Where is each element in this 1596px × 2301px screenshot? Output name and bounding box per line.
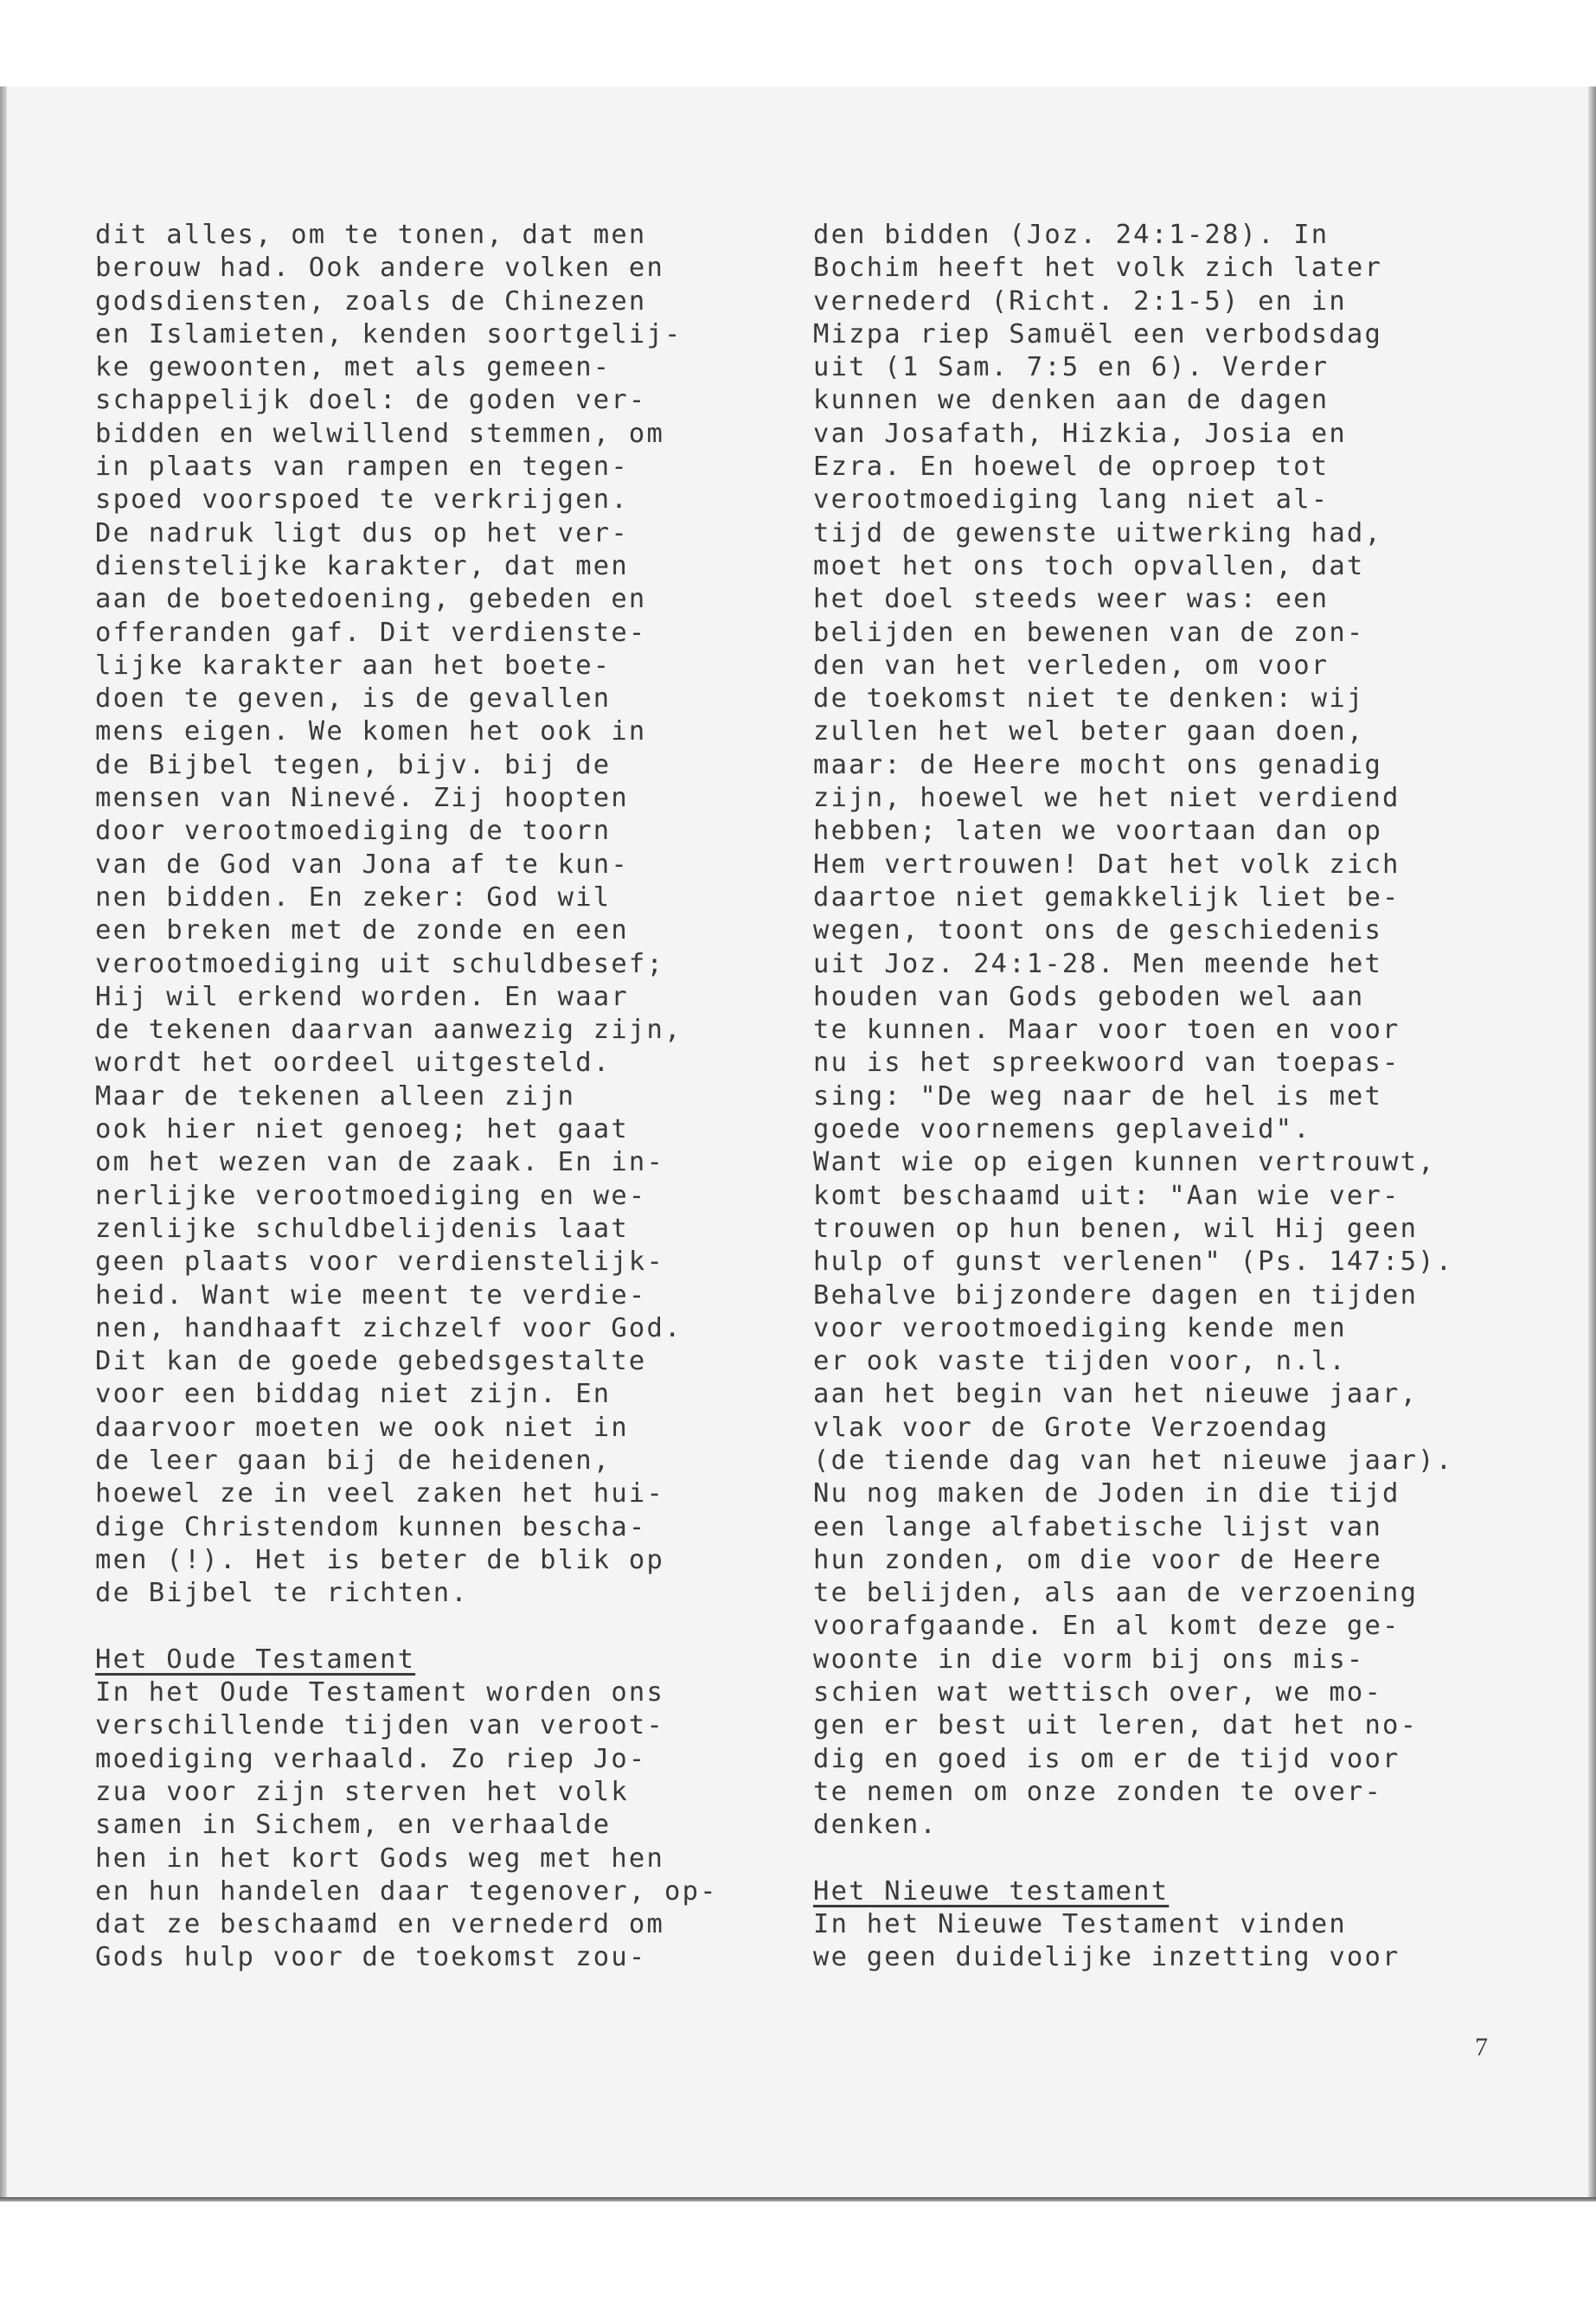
text-line: hulp of gunst verlenen" (Ps. 147:5). xyxy=(813,1247,1454,1278)
text-line: daarvoor moeten we ook niet in xyxy=(95,1412,629,1443)
text-line: te kunnen. Maar voor toen en voor xyxy=(813,1015,1401,1046)
text-line: schien wat wettisch over, we mo- xyxy=(813,1677,1383,1708)
text-line: van de God van Jona af te kun- xyxy=(95,849,629,880)
text-line: uit Joz. 24:1-28. Men meende het xyxy=(813,948,1383,979)
text-line: samen in Sichem, en verhaalde xyxy=(95,1810,612,1841)
scan-edge-right xyxy=(1588,87,1596,2202)
section-heading-nieuwe-testament: Het Nieuwe testament xyxy=(813,1875,1170,1907)
text-line: tijd de gewenste uitwerking had, xyxy=(813,517,1383,548)
text-line: mensen van Ninevé. Zij hoopten xyxy=(95,783,629,814)
left-paragraph-1 xyxy=(95,219,770,1610)
page-number: 7 xyxy=(1475,2033,1488,2061)
text-line: moediging verhaald. Zo riep Jo- xyxy=(95,1743,647,1774)
text-line: aan het begin van het nieuwe jaar, xyxy=(813,1379,1419,1410)
text-line: ook hier niet genoeg; het gaat xyxy=(95,1114,629,1145)
text-line: Hem vertrouwen! Dat het volk zich xyxy=(813,849,1401,880)
text-line: de toekomst niet te denken: wij xyxy=(813,683,1365,715)
text-line: voor een biddag niet zijn. En xyxy=(95,1379,612,1410)
text-line: Dit kan de goede gebedsgestalte xyxy=(95,1346,647,1377)
text-line: (de tiende dag van het nieuwe jaar). xyxy=(813,1445,1454,1476)
text-line: dig en goed is om er de tijd voor xyxy=(813,1743,1401,1774)
text-line: er ook vaste tijden voor, n.l. xyxy=(813,1346,1347,1377)
text-line: om het wezen van de zaak. En in- xyxy=(95,1147,665,1178)
text-line: uit (1 Sam. 7:5 en 6). Verder xyxy=(813,352,1330,383)
text-line: te nemen om onze zonden te over- xyxy=(813,1776,1383,1807)
text-line: hebben; laten we voortaan dan op xyxy=(813,816,1383,847)
scan-margin-bottom xyxy=(0,2202,1596,2301)
section-heading-oude-testament: Het Oude Testament xyxy=(95,1644,416,1675)
text-line: zullen het wel beter gaan doen, xyxy=(813,716,1365,747)
text-line: hoewel ze in veel zaken het hui- xyxy=(95,1478,665,1509)
text-line: wegen, toont ons de geschiedenis xyxy=(813,915,1383,946)
text-line: lijke karakter aan het boete- xyxy=(95,650,612,681)
text-line: kunnen we denken aan de dagen xyxy=(813,385,1330,416)
text-line: hun zonden, om die voor de Heere xyxy=(813,1544,1383,1575)
text-line: ke gewoonten, met als gemeen- xyxy=(95,352,612,383)
text-line: offeranden gaf. Dit verdienste- xyxy=(95,617,647,648)
text-line: vlak voor de Grote Verzoendag xyxy=(813,1412,1330,1443)
text-line: spoed voorspoed te verkrijgen. xyxy=(95,484,629,516)
text-line: aan de boetedoening, gebeden en xyxy=(95,584,647,615)
text-line: Mizpa riep Samuël een verbodsdag xyxy=(813,318,1383,349)
text-line: nu is het spreekwoord van toepas- xyxy=(813,1048,1401,1079)
text-line: belijden en bewenen van de zon- xyxy=(813,617,1365,648)
right-column xyxy=(813,219,1505,1975)
text-line: Maar de tekenen alleen zijn xyxy=(95,1080,576,1112)
text-line: In het Oude Testament worden ons xyxy=(95,1677,665,1708)
scan-margin-top xyxy=(0,0,1596,87)
text-line: heid. Want wie meent te verdie- xyxy=(95,1279,647,1311)
text-line: men (!). Het is beter de blik op xyxy=(95,1544,665,1575)
text-line: gen er best uit leren, dat het no- xyxy=(813,1710,1419,1741)
text-line: voorafgaande. En al komt deze ge- xyxy=(813,1611,1401,1642)
text-line: dat ze beschaamd en vernederd om xyxy=(95,1909,665,1940)
text-line: In het Nieuwe Testament vinden xyxy=(813,1909,1347,1940)
text-line: denken. xyxy=(813,1810,938,1841)
text-line: komt beschaamd uit: "Aan wie ver- xyxy=(813,1180,1401,1211)
scan-edge-left xyxy=(0,87,7,2301)
text-line: en Islamieten, kenden soortgelij- xyxy=(95,318,683,349)
text-line: de leer gaan bij de heidenen, xyxy=(95,1445,612,1476)
text-line: doen te geven, is de gevallen xyxy=(95,683,612,715)
text-line: Want wie op eigen kunnen vertrouwt, xyxy=(813,1147,1436,1178)
text-line: zua voor zijn sterven het volk xyxy=(95,1776,629,1807)
text-line: een lange alfabetische lijst van xyxy=(813,1511,1383,1542)
left-column xyxy=(95,219,770,1975)
text-line: van Josafath, Hizkia, Josia en xyxy=(813,418,1347,449)
text-line: houden van Gods geboden wel aan xyxy=(813,981,1365,1012)
text-line: voor verootmoediging kende men xyxy=(813,1312,1347,1343)
right-paragraph-2 xyxy=(813,1908,1505,1975)
text-line: de Bijbel tegen, bijv. bij de xyxy=(95,749,612,780)
text-line: den van het verleden, om voor xyxy=(813,650,1330,681)
text-line: we geen duidelijke inzetting voor xyxy=(813,1942,1401,1973)
text-line: nen bidden. En zeker: God wil xyxy=(95,881,612,913)
text-line: Gods hulp voor de toekomst zou- xyxy=(95,1942,647,1973)
text-line: daartoe niet gemakkelijk liet be- xyxy=(813,881,1401,913)
text-line: woonte in die vorm bij ons mis- xyxy=(813,1644,1365,1675)
text-line: dienstelijke karakter, dat men xyxy=(95,550,629,581)
text-line: wordt het oordeel uitgesteld. xyxy=(95,1048,612,1079)
text-line: berouw had. Ook andere volken en xyxy=(95,253,665,284)
text-line: hen in het kort Gods weg met hen xyxy=(95,1843,665,1874)
text-line: verootmoediging uit schuldbesef; xyxy=(95,948,665,979)
text-line: de tekenen daarvan aanwezig zijn, xyxy=(95,1015,683,1046)
text-line: en hun handelen daar tegenover, op- xyxy=(95,1875,718,1907)
text-line: Ezra. En hoewel de oproep tot xyxy=(813,452,1330,483)
text-line: Behalve bijzondere dagen en tijden xyxy=(813,1279,1419,1311)
text-line: verootmoediging lang niet al- xyxy=(813,484,1330,516)
text-line: godsdiensten, zoals de Chinezen xyxy=(95,285,647,317)
text-line: mens eigen. We komen het ook in xyxy=(95,716,647,747)
text-line: Nu nog maken de Joden in die tijd xyxy=(813,1478,1401,1509)
text-line: in plaats van rampen en tegen- xyxy=(95,452,629,483)
text-line: het doel steeds weer was: een xyxy=(813,584,1330,615)
text-line: Bochim heeft het volk zich later xyxy=(813,253,1383,284)
text-line: schappelijk doel: de goden ver- xyxy=(95,385,647,416)
text-line: De nadruk ligt dus op het ver- xyxy=(95,517,629,548)
text-line: de Bijbel te richten. xyxy=(95,1578,469,1609)
text-line: den bidden (Joz. 24:1-28). In xyxy=(813,220,1330,250)
text-line: sing: "De weg naar de hel is met xyxy=(813,1080,1383,1112)
text-line: moet het ons toch opvallen, dat xyxy=(813,550,1365,581)
text-line: bidden en welwillend stemmen, om xyxy=(95,418,665,449)
text-line: dige Christendom kunnen bescha- xyxy=(95,1511,647,1542)
text-line: zenlijke schuldbelijdenis laat xyxy=(95,1213,629,1244)
text-line: geen plaats voor verdienstelijk- xyxy=(95,1247,665,1278)
text-line: trouwen op hun benen, wil Hij geen xyxy=(813,1213,1419,1244)
text-line: nen, handhaaft zichzelf voor God. xyxy=(95,1312,683,1343)
text-line: goede voornemens geplaveid". xyxy=(813,1114,1311,1145)
text-line: vernederd (Richt. 2:1-5) en in xyxy=(813,285,1347,317)
text-line: verschillende tijden van veroot- xyxy=(95,1710,665,1741)
text-line: door verootmoediging de toorn xyxy=(95,816,612,847)
text-line: Hij wil erkend worden. En waar xyxy=(95,981,629,1012)
left-paragraph-2 xyxy=(95,1676,770,1975)
text-line: nerlijke verootmoediging en we- xyxy=(95,1180,647,1211)
text-line: te belijden, als aan de verzoening xyxy=(813,1578,1419,1609)
text-line: maar: de Heere mocht ons genadig xyxy=(813,749,1383,780)
right-paragraph-1 xyxy=(813,219,1505,1843)
text-line: zijn, hoewel we het niet verdiend xyxy=(813,783,1401,814)
text-line: een breken met de zonde en een xyxy=(95,915,629,946)
text-line: dit alles, om te tonen, dat men xyxy=(95,220,647,250)
